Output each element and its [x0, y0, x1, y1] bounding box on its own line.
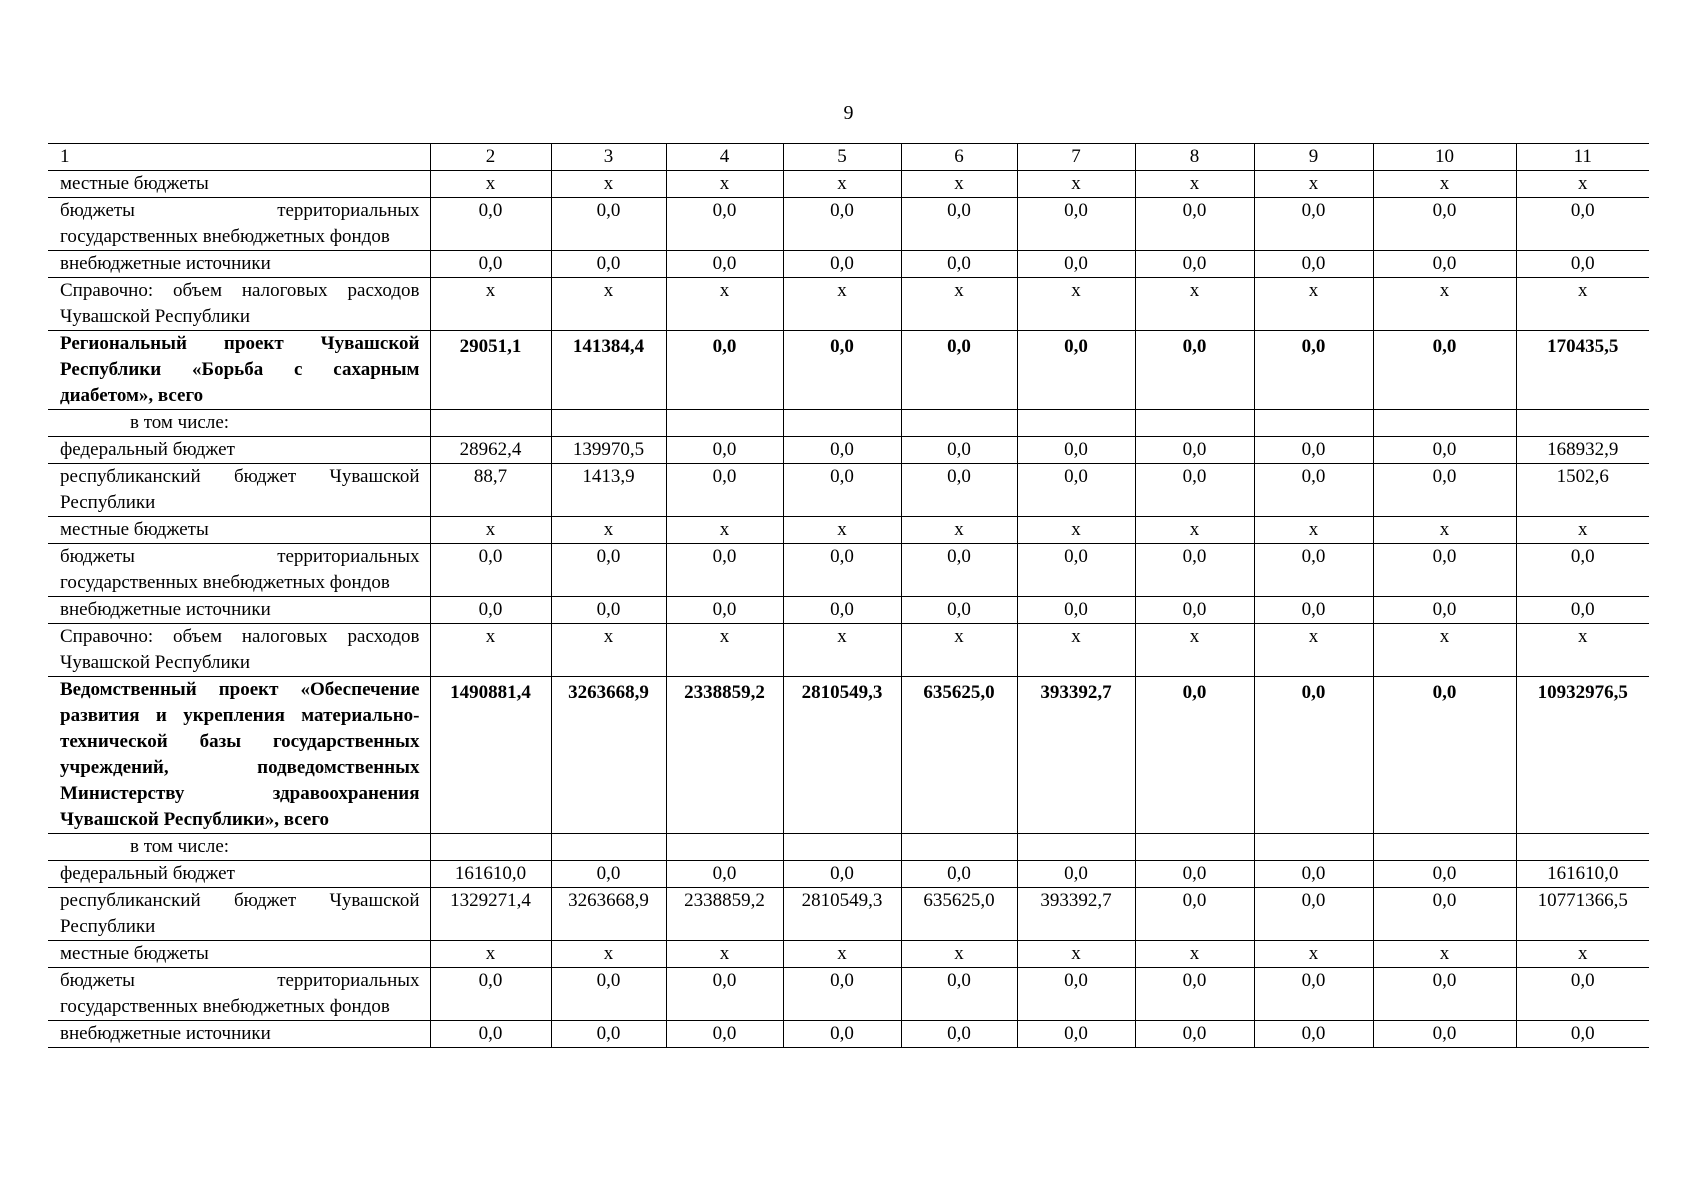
table-cell: 170435,5 [1516, 331, 1649, 410]
table-cell: 29051,1 [430, 331, 551, 410]
table-cell: 2338859,2 [666, 677, 783, 834]
table-cell [1516, 834, 1649, 861]
table-cell: 0,0 [1373, 198, 1516, 251]
table-cell: 0,0 [430, 251, 551, 278]
table-cell: 0,0 [666, 331, 783, 410]
table-cell: х [1135, 171, 1254, 198]
table-cell: 0,0 [1017, 861, 1135, 888]
row-label: внебюджетные источники [48, 251, 430, 278]
table-row [48, 968, 1649, 1021]
table-cell: 0,0 [1017, 198, 1135, 251]
table-cell: 635625,0 [901, 888, 1017, 941]
table-cell: 0,0 [1135, 544, 1254, 597]
table-cell: 0,0 [1516, 251, 1649, 278]
table-row [48, 278, 1649, 331]
column-header: 5 [783, 144, 901, 171]
table-row [48, 544, 1649, 597]
table-cell: 0,0 [666, 968, 783, 1021]
table-cell: х [1254, 941, 1373, 968]
table-cell: х [1254, 171, 1373, 198]
table-cell: х [666, 941, 783, 968]
column-header: 2 [430, 144, 551, 171]
table-cell: х [430, 171, 551, 198]
table-cell: 0,0 [1373, 888, 1516, 941]
table-cell: 0,0 [1516, 1021, 1649, 1048]
table-cell: 0,0 [1254, 331, 1373, 410]
table-cell: 2338859,2 [666, 888, 783, 941]
table-cell: 0,0 [666, 544, 783, 597]
row-label: местные бюджеты [48, 941, 430, 968]
table-cell: 0,0 [1017, 331, 1135, 410]
table-cell: 0,0 [1135, 251, 1254, 278]
table-cell: х [551, 624, 666, 677]
table-cell: х [783, 624, 901, 677]
table-cell [901, 410, 1017, 437]
column-header: 11 [1516, 144, 1649, 171]
table-cell: х [1516, 517, 1649, 544]
table-cell: 0,0 [783, 1021, 901, 1048]
table-cell: х [551, 278, 666, 331]
table-cell: 0,0 [1135, 331, 1254, 410]
column-header: 3 [551, 144, 666, 171]
table-cell: 0,0 [1516, 544, 1649, 597]
table-cell: 0,0 [1373, 251, 1516, 278]
table-cell: 0,0 [901, 1021, 1017, 1048]
row-label: федеральный бюджет [48, 861, 430, 888]
table-cell [1135, 410, 1254, 437]
table-cell: 0,0 [1254, 437, 1373, 464]
table-cell: 0,0 [1135, 1021, 1254, 1048]
table-row [48, 861, 1649, 888]
table-cell: 0,0 [1373, 544, 1516, 597]
table-cell: х [1017, 624, 1135, 677]
table-cell: 141384,4 [551, 331, 666, 410]
table-cell: 0,0 [1135, 861, 1254, 888]
table-cell: 0,0 [1373, 597, 1516, 624]
table-cell: 393392,7 [1017, 677, 1135, 834]
table-cell: х [666, 517, 783, 544]
row-label: республиканский бюджет Чувашской Республики [48, 464, 430, 517]
table-cell: 0,0 [1373, 677, 1516, 834]
table-cell: 0,0 [1135, 968, 1254, 1021]
table-row [48, 198, 1649, 251]
table-cell: х [1516, 941, 1649, 968]
table-cell: х [783, 517, 901, 544]
table-cell: х [551, 171, 666, 198]
table-cell: 0,0 [1017, 1021, 1135, 1048]
table-cell: х [783, 171, 901, 198]
table-cell: 0,0 [551, 544, 666, 597]
row-label: внебюджетные источники [48, 1021, 430, 1048]
table-cell: 0,0 [901, 198, 1017, 251]
table-cell: 0,0 [901, 597, 1017, 624]
column-header: 9 [1254, 144, 1373, 171]
row-label: республиканский бюджет Чувашской Республики [48, 888, 430, 941]
table-cell: 10771366,5 [1516, 888, 1649, 941]
table-cell: 0,0 [1135, 198, 1254, 251]
table-cell: 0,0 [666, 464, 783, 517]
row-label: федеральный бюджет [48, 437, 430, 464]
row-label: бюджеты территориальных государственных внебюджетных фондов [48, 968, 430, 1021]
table-cell: 0,0 [783, 437, 901, 464]
table-cell [1254, 834, 1373, 861]
table-cell: 0,0 [551, 597, 666, 624]
table-cell: 1329271,4 [430, 888, 551, 941]
table-cell: 0,0 [901, 968, 1017, 1021]
table-cell: х [901, 517, 1017, 544]
table-cell: х [1373, 941, 1516, 968]
table-cell: 10932976,5 [1516, 677, 1649, 834]
table-cell: 0,0 [783, 331, 901, 410]
table-cell [901, 834, 1017, 861]
table-cell: 2810549,3 [783, 677, 901, 834]
table-cell: 0,0 [1017, 968, 1135, 1021]
table-cell: 0,0 [1373, 437, 1516, 464]
table-cell [1254, 410, 1373, 437]
table-cell: 0,0 [666, 198, 783, 251]
table-cell: 0,0 [901, 464, 1017, 517]
table-cell: 28962,4 [430, 437, 551, 464]
table-cell: 0,0 [901, 251, 1017, 278]
table-cell: х [430, 624, 551, 677]
table-cell: х [1017, 171, 1135, 198]
table-cell: 3263668,9 [551, 888, 666, 941]
table-cell: 0,0 [1017, 251, 1135, 278]
table-cell: х [1373, 278, 1516, 331]
table-cell: х [901, 171, 1017, 198]
page-number: 9 [843, 102, 854, 124]
table-cell: 0,0 [901, 437, 1017, 464]
table-row [48, 251, 1649, 278]
table-row [48, 410, 1649, 437]
table-cell: 0,0 [551, 861, 666, 888]
table-cell: 0,0 [783, 251, 901, 278]
table-header-row [48, 144, 1649, 171]
table-cell: х [430, 278, 551, 331]
table-cell: х [430, 941, 551, 968]
table-cell: 0,0 [1373, 1021, 1516, 1048]
table-cell: 2810549,3 [783, 888, 901, 941]
table-cell: 393392,7 [1017, 888, 1135, 941]
table-body [48, 144, 1649, 1048]
table-cell: 0,0 [1254, 198, 1373, 251]
table-row [48, 464, 1649, 517]
table-cell [430, 410, 551, 437]
table-cell: 0,0 [783, 464, 901, 517]
table-cell: х [1135, 941, 1254, 968]
table-cell: х [1135, 278, 1254, 331]
table-cell: 0,0 [1516, 968, 1649, 1021]
table-cell [1017, 410, 1135, 437]
table-cell: 1413,9 [551, 464, 666, 517]
table-cell [666, 410, 783, 437]
table-cell: 0,0 [1373, 861, 1516, 888]
table-cell: х [666, 278, 783, 331]
row-label: бюджеты территориальных государственных внебюджетных фондов [48, 198, 430, 251]
table-cell [783, 834, 901, 861]
table-cell: 0,0 [430, 968, 551, 1021]
row-label: в том числе: [48, 410, 430, 437]
table-cell: 168932,9 [1516, 437, 1649, 464]
table-cell: 0,0 [1017, 544, 1135, 597]
table-cell: 0,0 [901, 544, 1017, 597]
table-cell: 0,0 [1254, 677, 1373, 834]
table-cell: 0,0 [551, 968, 666, 1021]
table-cell: 161610,0 [430, 861, 551, 888]
table-row [48, 437, 1649, 464]
table-cell: 0,0 [783, 198, 901, 251]
table-cell: 88,7 [430, 464, 551, 517]
column-header: 10 [1373, 144, 1516, 171]
table-cell: 0,0 [1254, 251, 1373, 278]
table-cell: 0,0 [666, 251, 783, 278]
table-cell: х [551, 941, 666, 968]
table-cell: 0,0 [1017, 437, 1135, 464]
table-row [48, 331, 1649, 410]
table-cell: 0,0 [666, 1021, 783, 1048]
row-label: бюджеты территориальных государственных внебюджетных фондов [48, 544, 430, 597]
table-cell: х [1017, 517, 1135, 544]
table-cell: х [1373, 517, 1516, 544]
table-cell: х [430, 517, 551, 544]
row-label: местные бюджеты [48, 517, 430, 544]
table-cell [551, 834, 666, 861]
table-cell: х [901, 941, 1017, 968]
table-cell: 0,0 [783, 544, 901, 597]
table-cell: х [783, 941, 901, 968]
row-label: Региональный проект Чувашской Республики «Борьба с сахарным диабетом», всего [48, 331, 430, 410]
table-cell: 0,0 [1017, 464, 1135, 517]
table-cell: 3263668,9 [551, 677, 666, 834]
table-cell: х [1516, 171, 1649, 198]
table-cell: 139970,5 [551, 437, 666, 464]
table-cell: 0,0 [783, 597, 901, 624]
table-cell: 0,0 [1373, 331, 1516, 410]
column-header: 8 [1135, 144, 1254, 171]
table-cell: 0,0 [1135, 677, 1254, 834]
table-cell: х [1516, 278, 1649, 331]
table-cell: 0,0 [666, 597, 783, 624]
table-cell: 0,0 [783, 861, 901, 888]
column-header: 1 [48, 144, 430, 171]
table-cell: 1490881,4 [430, 677, 551, 834]
table-cell: х [666, 171, 783, 198]
table-row [48, 834, 1649, 861]
table-cell: 0,0 [1135, 597, 1254, 624]
table-cell [1135, 834, 1254, 861]
budget-table [48, 143, 1649, 1048]
table-cell: 0,0 [783, 968, 901, 1021]
table-cell: х [783, 278, 901, 331]
table-cell: х [1254, 278, 1373, 331]
table-cell: 0,0 [1254, 464, 1373, 517]
row-label: внебюджетные источники [48, 597, 430, 624]
row-label: Справочно: объем налоговых расходов Чувашской Республики [48, 624, 430, 677]
table-cell: 0,0 [1373, 464, 1516, 517]
table-cell: х [1135, 624, 1254, 677]
table-cell [1373, 410, 1516, 437]
table-cell: 0,0 [666, 861, 783, 888]
table-cell: 0,0 [1017, 597, 1135, 624]
table-cell: 0,0 [1135, 437, 1254, 464]
table-row [48, 1021, 1649, 1048]
table-cell: х [1017, 941, 1135, 968]
table-cell: х [666, 624, 783, 677]
table-cell: 161610,0 [1516, 861, 1649, 888]
row-label: в том числе: [48, 834, 430, 861]
table-cell: 0,0 [1135, 464, 1254, 517]
table-cell: 0,0 [1254, 1021, 1373, 1048]
table-cell: х [901, 278, 1017, 331]
table-row [48, 888, 1649, 941]
table-cell: 0,0 [1373, 968, 1516, 1021]
table-cell: х [1254, 517, 1373, 544]
table-row [48, 597, 1649, 624]
table-row [48, 624, 1649, 677]
table-cell [1373, 834, 1516, 861]
table-row [48, 941, 1649, 968]
table-row [48, 171, 1649, 198]
table-cell: 0,0 [1516, 597, 1649, 624]
table-cell: 0,0 [551, 1021, 666, 1048]
table-cell [1516, 410, 1649, 437]
table-cell: 0,0 [901, 331, 1017, 410]
column-header: 7 [1017, 144, 1135, 171]
table-cell [551, 410, 666, 437]
table-cell: 0,0 [430, 597, 551, 624]
table-cell: 0,0 [1516, 198, 1649, 251]
table-cell: х [1373, 171, 1516, 198]
table-row [48, 517, 1649, 544]
table-cell: 0,0 [430, 1021, 551, 1048]
table-cell: х [1373, 624, 1516, 677]
table-cell: х [1254, 624, 1373, 677]
table-cell: 0,0 [430, 198, 551, 251]
table-cell: х [551, 517, 666, 544]
table-cell: х [1017, 278, 1135, 331]
row-label: местные бюджеты [48, 171, 430, 198]
table-cell [1017, 834, 1135, 861]
table-cell [430, 834, 551, 861]
table-cell: 0,0 [551, 251, 666, 278]
table-cell: 1502,6 [1516, 464, 1649, 517]
table-cell: 0,0 [1254, 544, 1373, 597]
table-row [48, 677, 1649, 834]
column-header: 4 [666, 144, 783, 171]
row-label: Ведомственный проект «Обеспечение развития и укрепления материально-технической базы государственных учреждений, подведомственных Министерству здравоохранения Чувашской Республики», всего [48, 677, 430, 834]
table-cell: 0,0 [1254, 968, 1373, 1021]
table-cell: 0,0 [1254, 597, 1373, 624]
table-cell: 0,0 [901, 861, 1017, 888]
table-cell: 0,0 [666, 437, 783, 464]
table-cell: 0,0 [1254, 888, 1373, 941]
table-cell: 0,0 [1254, 861, 1373, 888]
table-cell [783, 410, 901, 437]
table-cell: 0,0 [551, 198, 666, 251]
table-cell: 0,0 [430, 544, 551, 597]
table-cell: х [1516, 624, 1649, 677]
column-header: 6 [901, 144, 1017, 171]
table-cell: 635625,0 [901, 677, 1017, 834]
table-cell [666, 834, 783, 861]
row-label: Справочно: объем налоговых расходов Чувашской Республики [48, 278, 430, 331]
table-cell: х [901, 624, 1017, 677]
table-cell: х [1135, 517, 1254, 544]
table-cell: 0,0 [1135, 888, 1254, 941]
